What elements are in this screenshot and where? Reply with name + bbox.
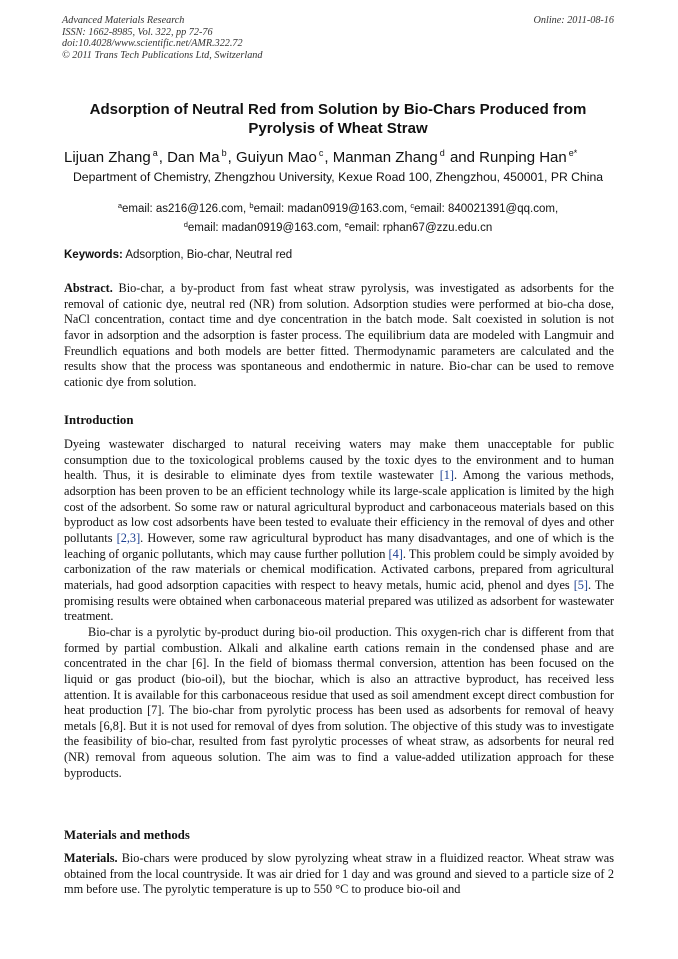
email-line (62, 217, 614, 236)
author-name: Runping Han (479, 149, 567, 166)
email-mark: a (117, 201, 123, 210)
author-name: Dan Ma (167, 149, 220, 166)
online-date: Online: 2011-08-16 (533, 15, 614, 26)
email-mark: d (183, 220, 188, 229)
email[interactable]: email: rphan67@zzu.edu.cn (348, 222, 493, 234)
email-block (62, 198, 614, 236)
text-run: . Among the various methods, adsorption has been proven to be an efficient technology while its large-scale application is limited by the high cost of the adsorbent. So some raw or natural agricultural byproduct and carbonaceous materials based on this byproduct as low cost adsorbents have been tested to evaluate their efficiency in the removal of dyes and other pollutants (64, 468, 614, 545)
author-name: Guiyun Mao (235, 149, 317, 166)
text-run: . This problem could be simply avoided by carbonization of the raw materials or chemical modification. Activated carbons, prepared from agricultural materials, had good adsorption capacities with respect to heavy metals, humic acid, phenol and dyes (64, 546, 615, 592)
author-mark: c (318, 148, 324, 158)
citation-link[interactable]: [4] (388, 546, 403, 561)
email[interactable]: email: madan0919@163.com, (253, 203, 411, 215)
affiliation: Department of Chemistry, Zhengzhou University, Kexue Road 100, Zhengzhou, 450001, PR China (73, 170, 603, 184)
introduction-heading: Introduction (64, 413, 134, 427)
email-line (62, 198, 614, 217)
materials-label: Materials. (64, 851, 118, 865)
email[interactable]: email: 840021391@qq.com, (414, 203, 559, 215)
methods-body (64, 851, 614, 898)
abstract-label: Abstract. (64, 281, 113, 295)
keywords-text: Adsorption, Bio-char, Neutral red (122, 249, 293, 261)
email-mark: e (344, 220, 349, 229)
citation-link[interactable]: [2,3] (116, 530, 141, 545)
author-list (64, 143, 624, 168)
journal-name: Advanced Materials Research (62, 15, 185, 26)
email-mark: c (410, 201, 415, 210)
introduction-paragraph-1 (64, 437, 614, 625)
text-run: . However, some raw agricultural byproduct has many disadvantages, and one of which is the leaching of organic pollutants, which may cause further pollution (64, 530, 615, 561)
citation-link[interactable]: [1] (439, 468, 455, 483)
email[interactable]: email: as216@126.com, (122, 203, 250, 215)
keywords-label: Keywords: (64, 249, 123, 261)
email[interactable]: email: madan0919@163.com, (187, 222, 345, 234)
author-separator: , (324, 149, 333, 166)
materials-text: Bio-chars were produced by slow pyrolyzing wheat straw in a fluidized reactor. Wheat straw was obtained from the local countryside. It was air dried for 1 day and was ground and sieved to a particle size of 2 mm before use. The pyrolytic temperature is up to 550 °C to produce bio-oil and (64, 851, 614, 897)
author-separator: , (227, 149, 236, 166)
author-mark: b (221, 148, 227, 158)
email-mark: b (249, 201, 254, 210)
citation-link[interactable]: [5] (573, 577, 589, 592)
journal-header (62, 15, 262, 61)
copyright: © 2011 Trans Tech Publications Ltd, Switzerland (62, 49, 263, 61)
author-name: Lijuan Zhang (64, 149, 151, 166)
author-name: Manman Zhang (332, 149, 438, 166)
author-mark: e* (568, 148, 578, 158)
author-mark: d (439, 148, 445, 158)
paper-title: Adsorption of Neutral Red from Solution by Bio-Chars Produced from Pyrolysis of Wheat Straw (89, 101, 587, 137)
issn: ISSN: 1662-8985, Vol. 322, pp 72-76 (62, 26, 213, 38)
abstract (64, 281, 614, 391)
author-separator: , (158, 149, 168, 166)
author-separator: and (445, 149, 480, 166)
keywords (64, 249, 292, 261)
methods-heading: Materials and methods (64, 828, 190, 842)
author-mark: a (152, 148, 158, 158)
abstract-text: Bio-char, a by-product from fast wheat straw pyrolysis, was investigated as adsorbents for the removal of cationic dye, neutral red (NR) from solution. Adsorption studies were performed at bio-cha dose, NaCl concentration, contact time and dye concentration in the batch mode. Salt coexisted in solution is not favor in adsorption and the adsorption is faster process. The equilibrium data are modeled with Langmuir and Freundlich equations and both models are better fitted. Thermodynamic parameters are calculated and the results show that the process was spontaneous and endothermic in nature. Bio-char can be used to remove cationic dye from solution. (64, 281, 614, 389)
introduction-body (64, 437, 614, 781)
doi: doi:10.4028/www.scientific.net/AMR.322.72 (62, 38, 243, 49)
text-run: Dyeing wastewater discharged to natural receiving waters may make them unacceptable for public consumption due to the toxicological problems caused by the toxic dyes to the environment and to human health. Thus, it is desirable to eliminate dyes from textile wastewater (64, 437, 614, 483)
text-run: . The promising results were obtained when carbonaceous material prepared was utilized as adsorbent for wastewater treatment. (64, 577, 614, 624)
introduction-paragraph-2: Bio-char is a pyrolytic by-product during bio-oil production. This oxygen-rich char is different from that formed by partial combustion. Alkali and alkaline earth cations remain in the condensed phase and are concentrated in the char [6]. In the field of biomass thermal conversion, attention has been focused on the liquid or gas product (bio-oil), but the biochar, which is also an attractive byproduct, has received less attention. It is available for this carbonaceous residue that used as soil amendment except direct combustion for heat production [7]. The bio-char from pyrolytic process has been used as adsorbents for removal of heavy metals [6,8]. But it is not used for removal of dyes from solution. The objective of this study was to investigate the feasibility of bio-char, resulted from fast pyrolytic processes of wheat straw, as adsorbents for neural red (NR) removal from aqueous solution. The aim was to find a value-added utilization approach for these byproducts. (64, 624, 614, 780)
